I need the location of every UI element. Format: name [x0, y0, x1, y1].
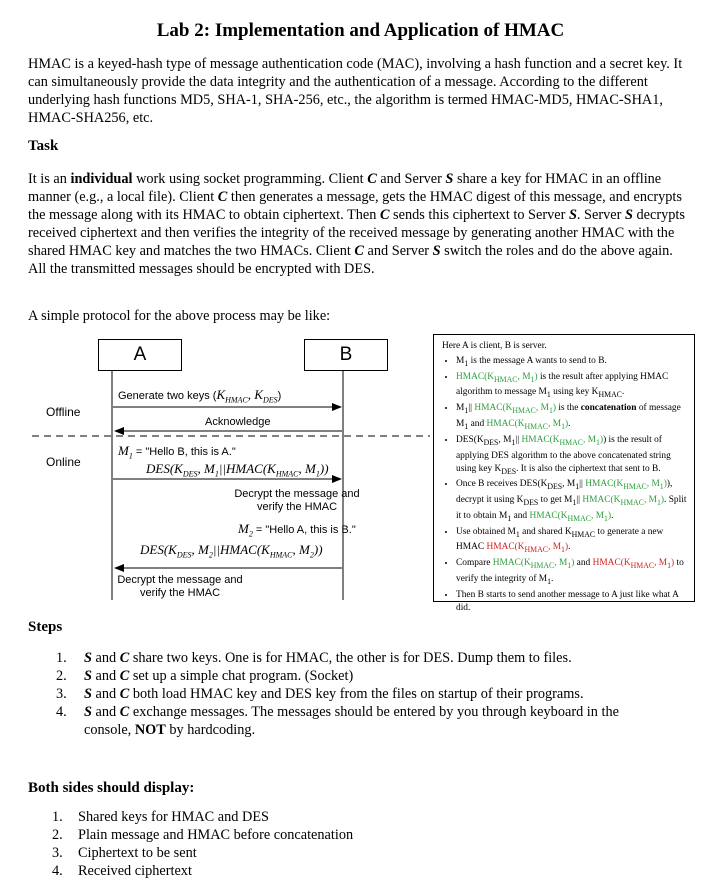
- note-item: • $M_1||$ $HMAC(K_{HMAC}$, $M_1$) is the concatenation of message $M_1$ and $HMAC(K_{HMAC}$, $M_1$).: [456, 402, 688, 434]
- notes-header: Here A is client, B is server.: [442, 341, 547, 351]
- protocol-intro: A simple protocol for the above process may be like:: [28, 308, 331, 324]
- display-item: 4. Received ciphertext: [52, 863, 192, 879]
- step-item: 4. S and C exchange messages. The messages should be entered by you through keyboard in the console, NOT by hardcoding.: [56, 704, 619, 738]
- steps-list: [56, 649, 664, 739]
- des-m2-label: $DES(K_{DES}$, $M_2||HMAC(K_{HMAC}$, $M_2$)): [140, 542, 323, 560]
- step-item: 3. S and C both load HMAC key and DES key from the files on startup of their programs.: [56, 686, 584, 702]
- note-item: • Compare $HMAC(K_{HMAC}$, $M_1$) and $HMAC(K_{HMAC}$, $M_1$) to verify the integrity of $M_1$.: [456, 557, 688, 589]
- step-item: 1. S and C share two keys. One is for HMAC, the other is for DES. Dump them to files.: [56, 650, 572, 666]
- acknowledge-label: Acknowledge: [205, 416, 271, 428]
- note-item: • Then B starts to send another message to A just like what A did.: [456, 589, 688, 615]
- display-item: 2. Plain message and HMAC before concatenation: [52, 827, 354, 843]
- display-item: 1. Shared keys for HMAC and DES: [52, 809, 269, 825]
- party-a-box: A: [98, 339, 182, 371]
- note-item: • $DES(K_{DES}$, $M_1||$ $HMAC(K_{HMAC}$, $M_1$)) is the result of applying DES algorithm to the above concatenated string using key $K_{DES}$. It is also the ciphertext that sent to B.: [456, 434, 688, 478]
- decrypt-a-label: Decrypt the message and verify the HMAC: [117, 574, 243, 599]
- display-item: 3. Ciphertext to be sent: [52, 845, 197, 861]
- note-item: • $HMAC(K_{HMAC}$, $M_1$) is the result after applying HMAC algorithm to message $M_1$ using key $K_{HMAC}$.: [456, 371, 688, 403]
- online-label: Online: [46, 455, 81, 469]
- party-b-box: B: [304, 339, 388, 371]
- note-item: • Once B receives $DES(K_{DES}$, $M_1||$ $HMAC(K_{HMAC}$, $M_1$)), decrypt it using $K_{DES}$ to get $M_1||$ $HMAC(K_{HMAC}$, $M_1$). Split it to obtain $M_1$ and $HMAC(K_{HMAC}$, $M_1$).: [456, 478, 688, 525]
- m1-definition: $M_1$ = "Hello B, this is A.": [118, 443, 236, 461]
- offline-label: Offline: [46, 405, 81, 419]
- task-paragraph: It is an individual work using socket programming. Client C and Server S share a key for HMAC in an offline manner (e.g., a local file). Client C then generates a message, gets the HMAC digest of this message, and encrypts the message along with its HMAC to obtain ciphertext. Then C sends this ciphertext to Server S. Server S decrypts received ciphertext and then verifies the integrity of the received message by generating another HMAC with the shared HMAC key and matches the two HMACs. Client C and Server S switch the roles and do the above again. All the transmitted messages should be encrypted with DES.: [28, 171, 685, 277]
- decrypt-b-label: Decrypt the message and verify the HMAC: [234, 488, 360, 513]
- intro-paragraph: HMAC is a keyed-hash type of message authentication code (MAC), involving a hash function and a secret key. It can simultaneously provide the data integrity and the authentication of a message. According to the different underlying hash functions MD5, SHA-1, SHA-256, etc., the algorithm is termed HMAC-MD5, HMAC-SHA1, HMAC-SHA256, etc.: [28, 56, 683, 126]
- display-heading: Both sides should display:: [28, 780, 195, 796]
- display-list: [52, 808, 353, 880]
- generate-keys-label: Generate two keys ($K_{HMAC}$, $K_{DES}$): [118, 387, 282, 405]
- protocol-notes: [433, 334, 695, 613]
- m2-definition: $M_2$ = "Hello A, this is B.": [238, 521, 356, 539]
- task-heading: Task: [28, 138, 59, 154]
- step-item: 2. S and C set up a simple chat program. (Socket): [56, 668, 354, 684]
- page-title: Lab 2: Implementation and Application of HMAC: [156, 20, 565, 41]
- note-item: • Use obtained $M_1$ and shared $K_{HMAC}$ to generate a new HMAC $HMAC(K_{HMAC}$, $M_1$).: [456, 526, 688, 558]
- steps-heading: Steps: [28, 619, 63, 635]
- des-m1-label: $DES(K_{DES}$, $M_1||HMAC(K_{HMAC}$, $M_1$)): [146, 461, 329, 479]
- note-item: • $M_1$ is the message A wants to send to B.: [456, 355, 688, 371]
